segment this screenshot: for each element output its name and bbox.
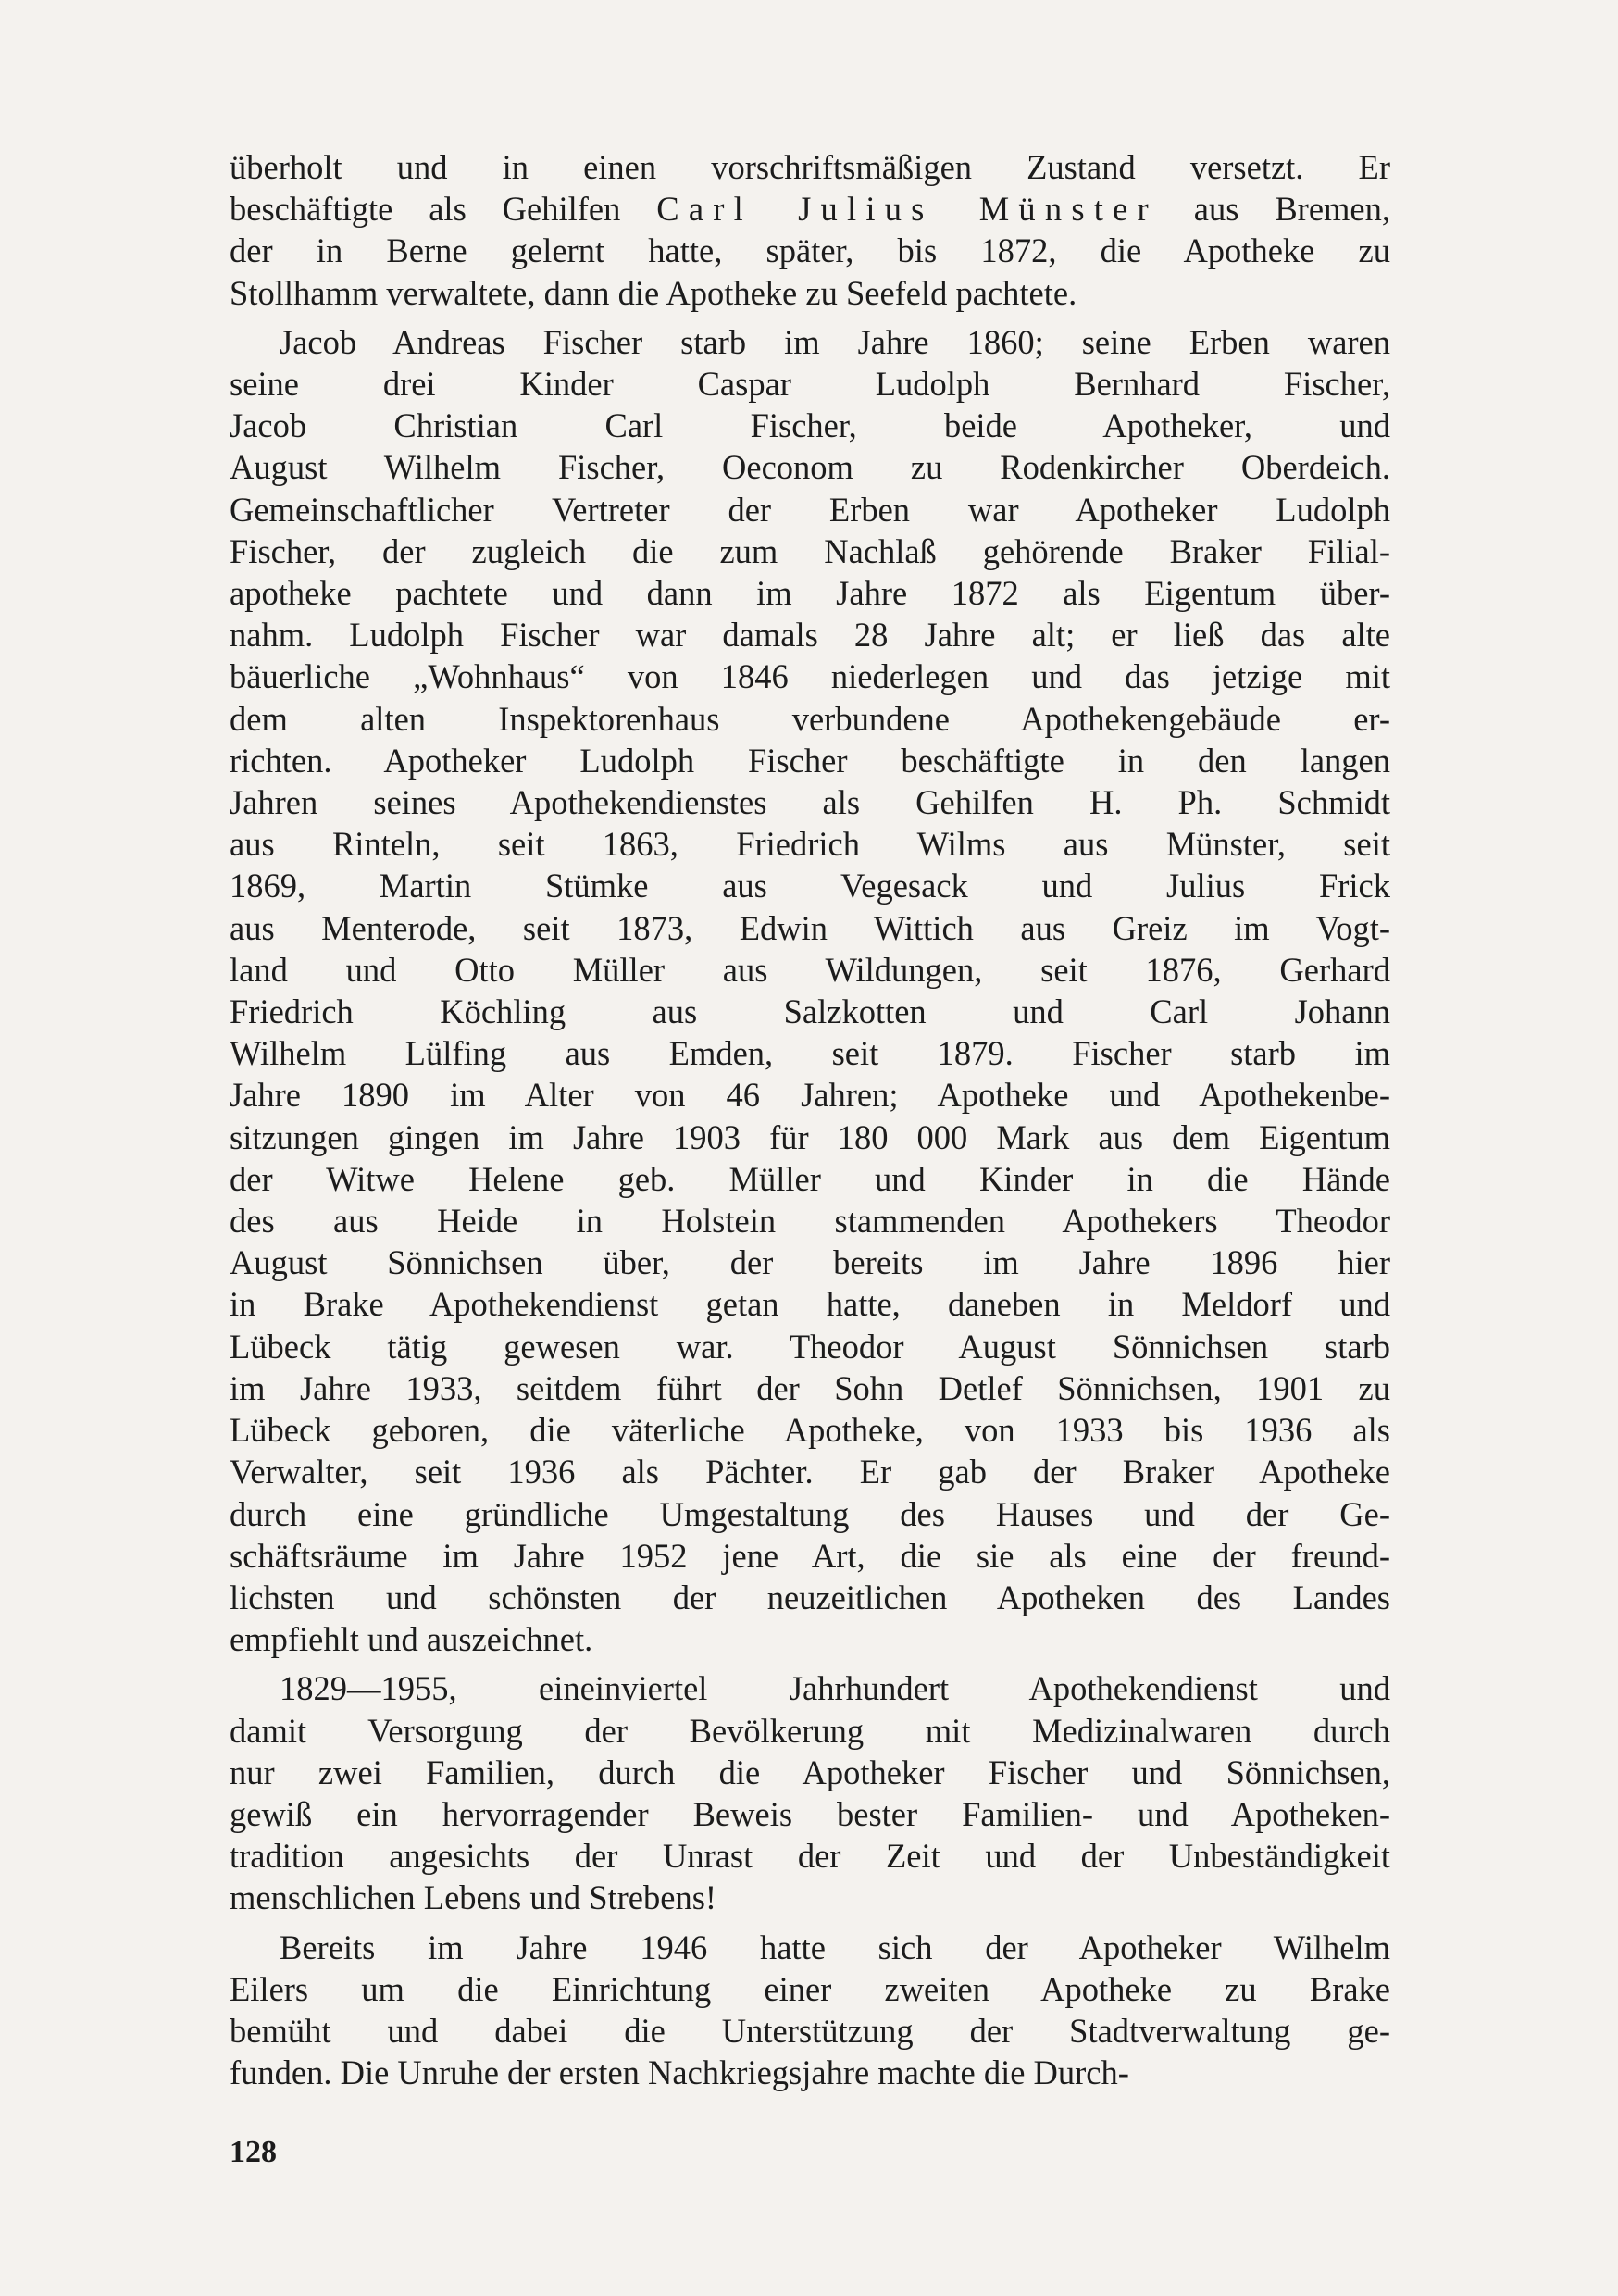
- text-line: nahm. Ludolph Fischer war damals 28 Jahre alt; er ließ das alte: [230, 616, 1390, 655]
- text-line: Fischer, der zugleich die zum Nachlaß gehörende Braker Filial-: [230, 531, 1390, 570]
- text-line: der Witwe Helene geb. Müller und Kinder in die Hände: [230, 1159, 1390, 1198]
- text-line: seine drei Kinder Caspar Ludolph Bernhard Fischer,: [230, 365, 1390, 404]
- text-line: tradition angesichts der Unrast der Zeit und der Unbeständigkeit: [230, 1837, 1390, 1876]
- text-line: aus Menterode, seit 1873, Edwin Wittich aus Greiz im Vogt-: [230, 908, 1390, 947]
- text-line: Friedrich Köchling aus Salzkotten und Carl Johann: [230, 992, 1390, 1031]
- text-line: Jahre 1890 im Alter von 46 Jahren; Apotheke und Apothekenbe-: [230, 1076, 1390, 1115]
- text-line: Jahren seines Apothekendienstes als Gehilfen H. Ph. Schmidt: [230, 783, 1390, 822]
- text-line: der in Berne gelernt hatte, später, bis 1872, die Apotheke zu: [230, 231, 1390, 270]
- text-line: apotheke pachtete und dann im Jahre 1872 als Eigentum über-: [230, 574, 1390, 613]
- text-line: empfiehlt und auszeichnet.: [230, 1620, 593, 1659]
- text-line: beschäftigte als Gehilfen Carl Julius Münster aus Bremen,: [230, 190, 1391, 229]
- text-line: Stollhamm verwaltete, dann die Apotheke zu Seefeld pachtete.: [230, 273, 1077, 312]
- text-line: nur zwei Familien, durch die Apotheker Fischer und Sönnichsen,: [230, 1753, 1390, 1791]
- text-line: Verwalter, seit 1936 als Pächter. Er gab der Braker Apotheke: [230, 1453, 1390, 1491]
- text-line: lichsten und schönsten der neuzeitlichen Apotheken des Landes: [230, 1578, 1390, 1616]
- text-line: 1869, Martin Stümke aus Vegesack und Julius Frick: [230, 867, 1390, 905]
- text-line: Wilhelm Lülfing aus Emden, seit 1879. Fischer starb im: [230, 1034, 1390, 1073]
- text-line: aus Rinteln, seit 1863, Friedrich Wilms aus Münster, seit: [230, 825, 1390, 864]
- text-line: Jacob Andreas Fischer starb im Jahre 1860; seine Erben waren: [280, 322, 1390, 361]
- text-line: dem alten Inspektorenhaus verbundene Apothekengebäude er-: [230, 699, 1390, 738]
- text-line: funden. Die Unruhe der ersten Nachkriegsjahre machte die Durch-: [230, 2053, 1129, 2092]
- text-line: im Jahre 1933, seitdem führt der Sohn Detlef Sönnichsen, 1901 zu: [230, 1368, 1390, 1407]
- paragraph: [230, 1927, 1390, 2094]
- paragraph: [230, 321, 1390, 1661]
- book-page: [230, 146, 1390, 2101]
- text-line: durch eine gründliche Umgestaltung des Hauses und der Ge-: [230, 1494, 1390, 1533]
- text-line: sitzungen gingen im Jahre 1903 für 180 000 Mark aus dem Eigentum: [230, 1117, 1390, 1156]
- text-line: Jacob Christian Carl Fischer, beide Apotheker, und: [230, 406, 1390, 445]
- body-text: [230, 146, 1390, 2093]
- page-number: 128: [230, 2135, 277, 2169]
- text-line: Eilers um die Einrichtung einer zweiten Apotheke zu Brake: [230, 1969, 1390, 2008]
- text-line: bäuerliche „Wohnhaus“ von 1846 niederlegen und das jetzige mit: [230, 657, 1390, 696]
- text-line: damit Versorgung der Bevölkerung mit Medizinalwaren durch: [230, 1711, 1390, 1750]
- text-line: des aus Heide in Holstein stammenden Apothekers Theodor: [230, 1202, 1390, 1241]
- text-line: schäftsräume im Jahre 1952 jene Art, die sie als eine der freund-: [230, 1536, 1390, 1575]
- paragraph: [230, 1667, 1390, 1918]
- text-line: bemüht und dabei die Unterstützung der Stadtverwaltung ge-: [230, 2011, 1390, 2050]
- text-line: gewiß ein hervorragender Beweis bester Familien- und Apotheken-: [230, 1794, 1390, 1833]
- text-line: Lübeck geboren, die väterliche Apotheke, von 1933 bis 1936 als: [230, 1411, 1390, 1450]
- text-line: Lübeck tätig gewesen war. Theodor August Sönnichsen starb: [230, 1327, 1390, 1366]
- text-line: Bereits im Jahre 1946 hatte sich der Apotheker Wilhelm: [280, 1928, 1390, 1966]
- text-line: richten. Apotheker Ludolph Fischer beschäftigte in den langen: [230, 741, 1390, 780]
- text-line: August Wilhelm Fischer, Oeconom zu Rodenkircher Oberdeich.: [230, 448, 1390, 487]
- text-line: überholt und in einen vorschriftsmäßigen Zustand versetzt. Er: [230, 148, 1390, 186]
- text-line: Gemeinschaftlicher Vertreter der Erben war Apotheker Ludolph: [230, 490, 1390, 529]
- text-line: 1829—1955, eineinviertel Jahrhundert Apothekendienst und: [280, 1669, 1390, 1708]
- text-line: August Sönnichsen über, der bereits im Jahre 1896 hier: [230, 1243, 1390, 1282]
- text-line: menschlichen Lebens und Strebens!: [230, 1878, 717, 1917]
- text-line: in Brake Apothekendienst getan hatte, daneben in Meldorf und: [230, 1285, 1390, 1324]
- text-line: land und Otto Müller aus Wildungen, seit 1876, Gerhard: [230, 950, 1390, 989]
- paragraph: [230, 146, 1390, 314]
